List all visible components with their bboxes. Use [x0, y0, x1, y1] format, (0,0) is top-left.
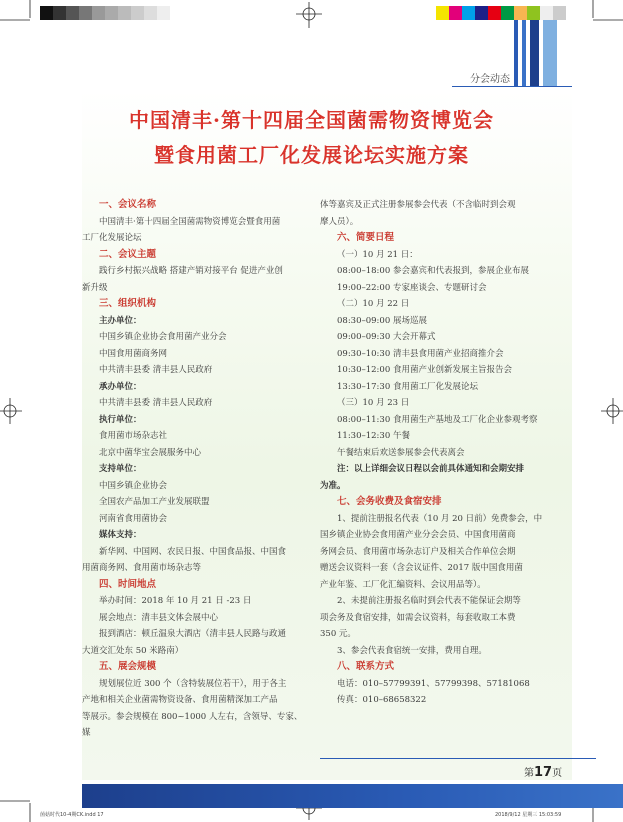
- list-item: 北京中菌华宝会展服务中心: [99, 447, 202, 458]
- print-slug-date: 2018/9/12 星期三 15:03:59: [495, 812, 562, 818]
- section-heading: 三、组织机构: [99, 298, 157, 309]
- footer-bar: [82, 784, 623, 808]
- paragraph: 体等嘉宾及正式注册参展参会代表（不含临时到会观: [320, 200, 516, 210]
- paragraph: 2、未提前注册报名临时到会代表不能保证会期等: [337, 596, 521, 606]
- paragraph: 展会地点：清丰县文体会展中心: [99, 612, 219, 623]
- paragraph: 赠送会议资料一套（含会议证件、2017 版中国食用菌: [320, 563, 523, 573]
- page-number-prefix: 第: [524, 768, 534, 779]
- paragraph: 践行乡村振兴战略 搭建产销对接平台 促进产业创: [99, 266, 283, 276]
- paragraph: 产地和相关企业菌需物资设备、食用菌精深加工产品: [82, 695, 278, 705]
- section-label: 分会动态: [470, 74, 510, 85]
- header-stripes: [514, 20, 559, 86]
- page-number-value: 17: [534, 765, 553, 780]
- paragraph: 摩人员）。: [320, 216, 359, 227]
- schedule-item: 08:00–11:30 食用菌生产基地及工厂化企业参观考察: [337, 414, 538, 425]
- paragraph: 中国清丰·第十四届全国菌需物资博览会暨食用菌: [99, 216, 281, 227]
- list-item: 河南省食用菌协会: [99, 513, 168, 524]
- paragraph: 大道交汇处东 50 米路南）: [82, 645, 184, 656]
- schedule-item: 11:30–12:30 午餐: [337, 431, 410, 441]
- schedule-item: 08:00–18:00 参会嘉宾和代表报到，参展企业布展: [337, 266, 529, 276]
- paragraph: 等展示。参会规模在 800~1000 人左右，含领导、专家、媒: [82, 711, 303, 738]
- schedule-day: （三）10 月 23 日: [337, 398, 410, 408]
- left-column: [82, 197, 307, 742]
- section-heading: 一、会议名称: [99, 199, 157, 210]
- schedule-item: 午餐结束后欢送参展参会代表离会: [337, 447, 465, 458]
- paragraph: 3、参会代表食宿统一安排，费用自理。: [337, 645, 487, 656]
- list-item: 全国农产品加工产业发展联盟: [99, 497, 210, 507]
- note: 注：以上详细会议日程以会前具体通知和会期安排: [337, 464, 525, 474]
- fax-number: 传真：010–68658322: [337, 695, 427, 705]
- paragraph: 报到酒店：顿丘温泉大酒店（清丰县人民路与政通: [99, 629, 287, 639]
- page-number: [524, 764, 562, 780]
- section-heading: 二、会议主题: [99, 248, 157, 260]
- section-heading: 四、时间地点: [99, 578, 157, 590]
- header-rule: [452, 86, 572, 87]
- sub-heading: 执行单位：: [99, 414, 142, 425]
- list-item: 中共清丰县委 清丰县人民政府: [99, 365, 213, 375]
- footer-rule: [320, 758, 596, 759]
- note: 为准。: [320, 480, 346, 491]
- section-heading: 七、会务收费及食宿安排: [337, 496, 442, 507]
- section-heading: 五、展会规模: [99, 661, 157, 672]
- sub-heading: 主办单位：: [99, 315, 142, 326]
- page-title-line2: 暨食用菌工厂化发展论坛实施方案: [154, 143, 469, 167]
- print-slug-file: 菌菇时代10-4期CK.indd 17: [40, 812, 104, 818]
- schedule-day: （一）10 月 21 日：: [337, 249, 418, 260]
- list-item: 中共清丰县委 清丰县人民政府: [99, 398, 213, 408]
- paragraph: 规划展位近 300 个（含特装展位若干），用于各主: [99, 678, 287, 689]
- schedule-item: 10:30–12:00 食用菌产业创新发展主旨报告会: [337, 365, 512, 375]
- right-column: [320, 197, 555, 709]
- paragraph: 工厂化发展论坛: [82, 233, 142, 243]
- sub-heading: 媒体支持：: [99, 530, 142, 540]
- paragraph: 项会务及食宿安排，如需会议资料，每套收取工本费: [320, 612, 516, 623]
- list-item: 食用菌市场杂志社: [99, 431, 168, 441]
- page-number-suffix: 页: [552, 768, 563, 779]
- paragraph: 国乡镇企业协会食用菌产业分会会员、中国食用菌商: [320, 530, 516, 540]
- paragraph: 产业年鉴、工厂化汇编资料、会议用品等）。: [320, 579, 486, 590]
- paragraph: 举办时间：2018 年 10 月 21 日 -23 日: [99, 596, 252, 606]
- schedule-item: 08:30–09:00 展场巡展: [337, 315, 427, 326]
- paragraph: 350 元。: [320, 629, 356, 639]
- schedule-item: 09:30–10:30 清丰县食用菌产业招商推介会: [337, 348, 504, 359]
- page-title-line1: 中国清丰·第十四届全国菌需物资博览会: [129, 108, 494, 132]
- section-heading: 八、联系方式: [337, 661, 395, 672]
- paragraph: 务网会员、食用菌市场杂志订户及相关合作单位会期: [320, 546, 516, 557]
- paragraph: 1、提前注册报名代表（10 月 20 日前）免费参会，中: [337, 513, 543, 524]
- section-heading: 六、简要日程: [337, 232, 395, 243]
- schedule-item: 19:00–22:00 专家座谈会、专题研讨会: [337, 282, 487, 293]
- schedule-day: （二）10 月 22 日: [337, 299, 410, 309]
- list-item: 中国食用菌商务网: [99, 348, 168, 359]
- sub-heading: 承办单位：: [99, 381, 142, 392]
- list-item: 中国乡镇企业协会: [99, 480, 168, 491]
- schedule-item: 13:30–17:30 食用菌工厂化发展论坛: [337, 381, 478, 392]
- schedule-item: 09:00–09:30 大会开幕式: [337, 332, 436, 342]
- sub-heading: 支持单位：: [99, 464, 142, 474]
- phone-number: 电话：010–57799391、57799398、57181068: [337, 678, 530, 689]
- paragraph: 新升级: [82, 282, 108, 293]
- list-item: 中国乡镇企业协会食用菌产业分会: [99, 332, 227, 342]
- paragraph: 新华网、中国网、农民日报、中国食品报、中国食: [99, 546, 287, 557]
- paragraph: 用菌商务网、食用菌市场杂志等: [82, 563, 202, 573]
